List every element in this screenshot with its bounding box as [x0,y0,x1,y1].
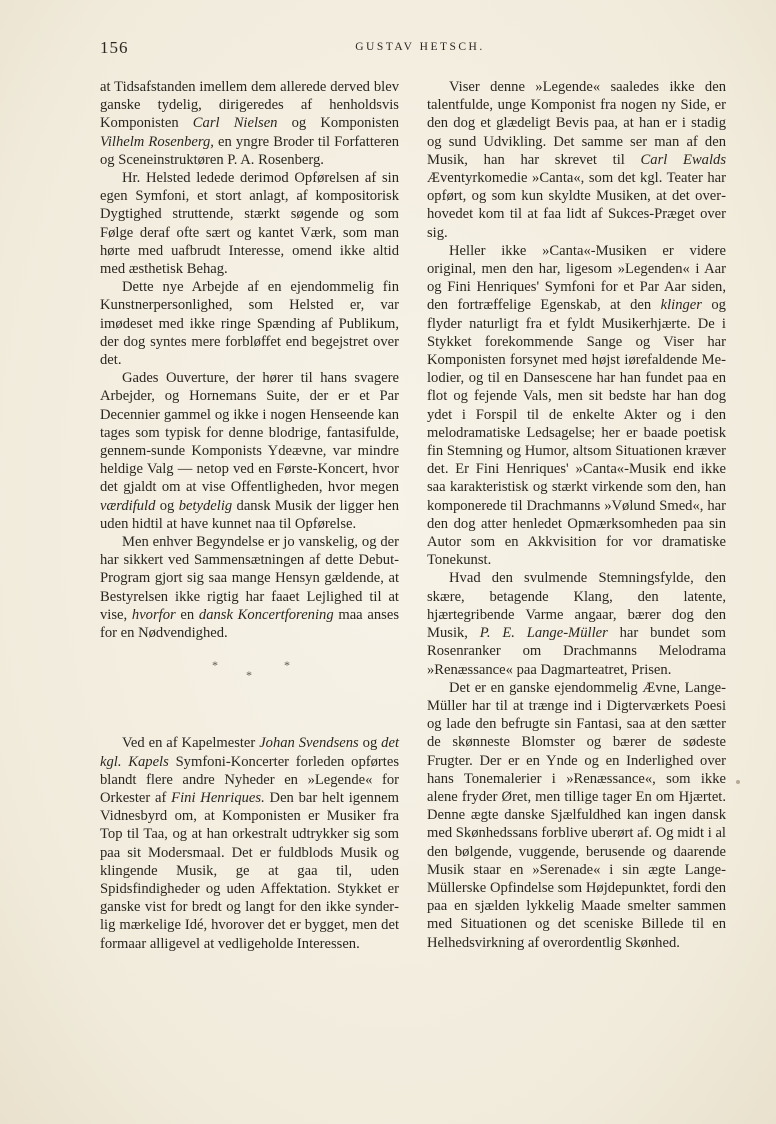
page-number: 156 [100,38,129,57]
running-head: GUSTAV HETSCH. [355,41,485,53]
paper-spot [736,780,740,784]
paragraph: Hr. Helsted ledede derimod Opførelsen af sin egen Symfoni, et stort anlagt, af kompositorisk Dygtighed struttende, stærkt søgende og som Følge deraf ofte sært og kantet Værk, som man hørte med uafbrudt Interesse, omend ikke altid med æsthetisk Behag. [100,170,399,278]
asterisk: * [246,668,252,683]
paragraph: Heller ikke »Canta«-Musiken er videre original, men den har, ligesom »Legenden« i Aar og Fini Henriques' Symfoni for et Par Aar siden, den fortræffelige Egenskab, at den klinger og flyder naturligt fra et fyldt Musikerhjærte. De i Stykket forekommende Sange og Viser har Komponisten forsynet med højst iørefaldende Melodier, og til en Dansescene har han fundet paa en flot og fejende Vals, men sit bedste har han dog ydet i Forspil til de enkelte Akter og i den melodramatiske Ledsagelse; her er baade poetisk fin Stemning og Humor, altsom Situationen kræver det. Er Fini Henriques' »Canta«-Musik end ikke saa karakteristisk og stærkt virkende som den, han komponerede til Drachmanns »Vølund Smed«, har den dog atter henledet Opmærksomheden paa sin Autor som en Akkvisition for vor dramatiske Tonekunst. [427,242,726,569]
paragraph: Men enhver Begyndelse er jo vanskelig, og der har sikkert ved Sammensætningen af dette Debut-Program gjort sig saa mange Hensyn gældende, at Bestyrelsen ikke rigtig har faaet Lejlighed til at vise, hvorfor en dansk Koncertforening maa anses for en Nødvendighed. [100,534,399,642]
page-header [100,38,740,60]
right-column [427,78,726,952]
paragraph: at Tidsafstanden imellem dem allerede derved blev ganske tydelig, dirigeredes af henholdsvis Komponisten Carl Nielsen og Komponisten Vilhelm Rosenberg, en yngre Broder til Forfatteren og Sceneinstruktøren P. A. Rosenberg. [100,79,400,168]
paragraph: Dette nye Arbejde af en ejendommelig fin Kunstnerpersonlighed, som Helsted er, var imødeset med ikke ringe Spænding af Publikum, der dog syntes mere forbløffet end begejstret over det. [100,279,399,369]
left-column [100,78,399,953]
paragraph: Viser denne »Legende« saaledes ikke den talentfulde, unge Komponist fra nogen ny Side, er den dog et glædeligt Bevis paa, at han er i stadig og sund Udvikling. Det samme ser man af den Musik, han har skrevet til Carl Ewalds Æventyrkomedie »Canta«, som det kgl. Teater har opført, og som kun skyldte Musiken, at det overhovedet kom til at faa lidt af Sukces-Præget over sig. [427,79,727,241]
paragraph: Det er en ganske ejendommelig Ævne, Lange-Müller har til at trænge ind i Digterværkets Poesi og lade den befrugte sin Fantasi, saa at den sætter de skønneste Blomster og bærer de sødeste Frugter. Der er en Ynde og en Inderlighed over hans Tonemalerier i »Renæssance«, som ikke alene fryder Øret, men tillige tager En om Hjærtet. Denne ægte danske Sjælfuldhed kan ingen dansk med Skønhedssans forblive uberørt af. Og midt i al den bølgende, vuggende, berusende og daarende Musik staar en »Serenade« i sin ægte Lange-Müllerske Opfindelse som Højdepunktet, fordi den paa en sjælden lykkelig Maade smelter sammen med Situationen og det sceniske Billede til en Helhedsvirkning af overordentlig Skønhed. [427,679,726,951]
paragraph: Gades Ouverture, der hører til hans svagere Arbejder, og Hornemans Suite, der er et Par Decennier gammel og ikke i nogen Henseende kan tages som typisk for denne blodrige, fantasifulde, gennem-sunde Komponists Ydeævne, var mindre heldige Valg — netop ved en Første-Koncert, hvor det gjaldt om at vise Offentligheden, hvor megen værdifuld og betydelig dansk Musik der ligger hen uden hidtil at have kunnet naa til Opførelse. [100,370,399,532]
asterisk: * [284,658,290,673]
paragraph: Hvad den svulmende Stemningsfylde, den skære, betagende Klang, den latente, hjærtegribende Varme angaar, bærer dog den Musik, P. E. Lange-Müller har bundet som Rosenranker om Drachmanns Melodrama »Renæssance« paa Dagmarteatret, Prisen. [427,570,726,678]
section-divider-asterisks [100,656,399,684]
asterisk: * [212,658,218,673]
paragraph: Ved en af Kapelmester Johan Svendsens og det kgl. Kapels Symfoni-Koncerter forleden opførtes blandt flere andre Nyheder en »Legende« for Orkester af Fini Henriques. Den bar helt igennem Vidnesbyrd om, at Komponisten er Musiker fra Top til Taa, og at han orkestralt udtrykker sig som paa sit Modersmaal. Det er fuldblods Musik og klingende Musik, ge at gaa til, uden Spidsfindigheder og uden Affektation. Stykket er ganske vist for bredt og langt for den ikke synderlig mærkelige Idé, hvorover det er bygget, men det formaar alligevel at vedligeholde Interessen. [100,735,400,952]
